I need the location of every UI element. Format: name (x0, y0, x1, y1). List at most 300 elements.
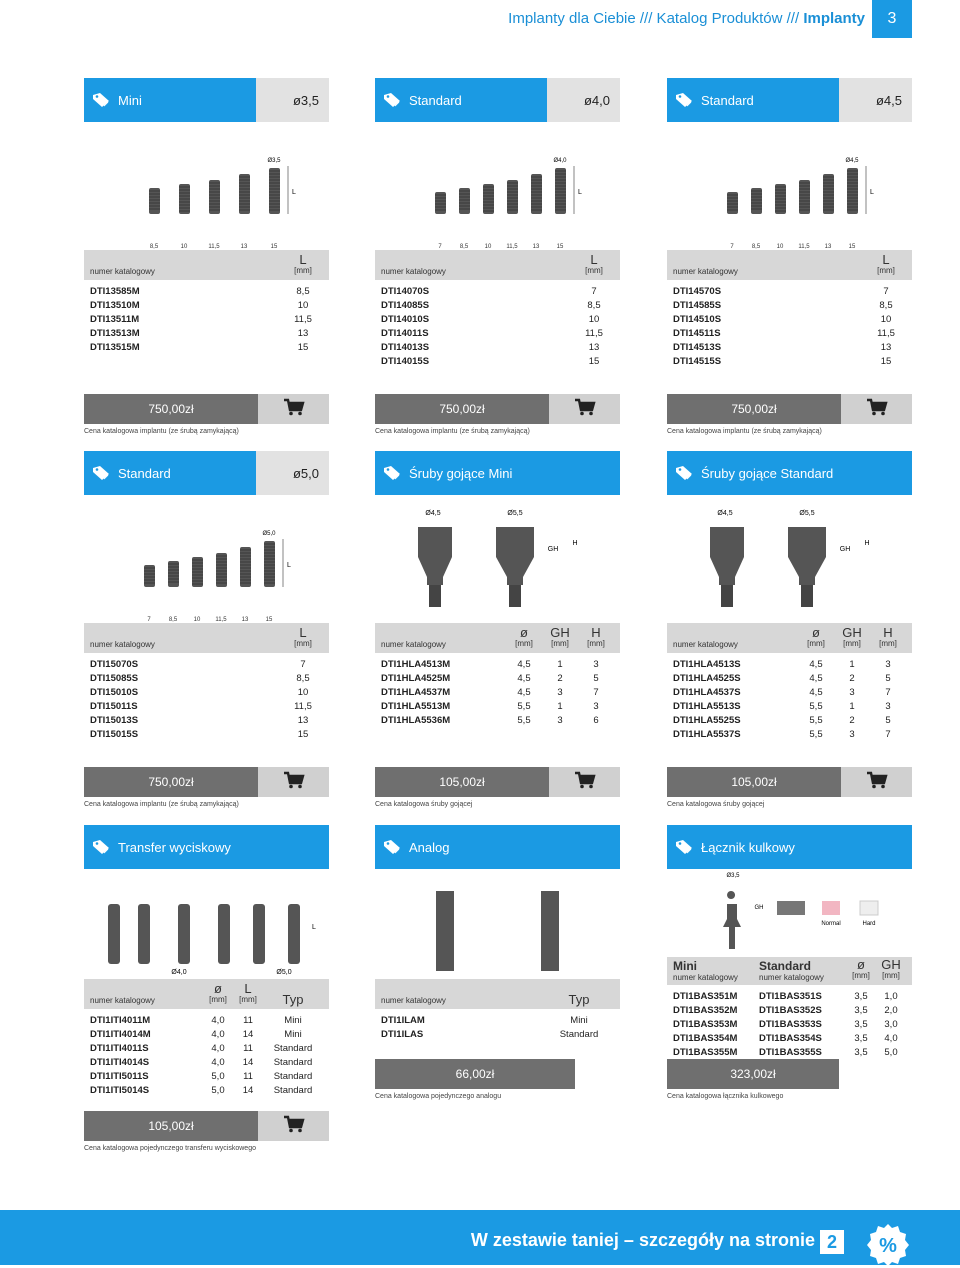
standard-header-label: Standard (759, 959, 812, 973)
p5-screw-drawing (375, 495, 620, 623)
table-row (667, 685, 912, 699)
type-value: Mini (570, 1014, 588, 1026)
type-header (544, 994, 614, 1005)
transfer-figure (288, 904, 300, 964)
cell-value: 5,5 (809, 728, 823, 740)
healing-screw-figure (788, 527, 826, 585)
table-row (84, 671, 329, 685)
table-row (84, 1055, 329, 1069)
cell-value: 5,0 (884, 1046, 898, 1058)
length-value: 10 (297, 299, 309, 311)
column-header (846, 959, 876, 981)
column-header-unit: [mm] (807, 639, 825, 648)
cart-icon (574, 398, 596, 421)
length-value: 10 (297, 686, 309, 698)
catalog-number: DTI1BAS354M (673, 1032, 738, 1044)
cart-icon (283, 398, 305, 421)
p3-table-header (667, 250, 912, 280)
cell-value: 2 (849, 672, 855, 684)
catalog-number: DTI1ITI4014M (90, 1028, 151, 1040)
p8-title-label: Analog (409, 839, 450, 855)
implant-figure (751, 188, 762, 214)
dimension-label: GH (547, 546, 559, 553)
table-row (667, 1045, 912, 1059)
p6-screw-drawing (667, 495, 912, 623)
p5-title-bar (375, 451, 620, 495)
p7-transfer-image (84, 869, 329, 979)
cell-value: 4,5 (809, 672, 823, 684)
cell-value: Mini (284, 1014, 302, 1026)
tag-icon (383, 92, 403, 108)
p8-panel (375, 825, 620, 1100)
column-header (876, 959, 906, 981)
breadcrumb (508, 10, 865, 27)
table-row (84, 727, 329, 741)
tag-icon (92, 92, 112, 108)
length-header (283, 254, 323, 276)
p5-panel (375, 451, 620, 808)
cell-value: 11 (243, 1014, 253, 1026)
length-value: 13 (588, 341, 600, 353)
p3-title-bar (667, 78, 912, 122)
p3-price: 750,00zł (667, 394, 841, 424)
table-row (375, 326, 620, 340)
catalog-number: DTI14070S (381, 285, 430, 297)
length-tick-label: 11,5 (798, 244, 810, 250)
p1-price-row (84, 394, 329, 424)
length-header (866, 254, 906, 276)
length-tick-label: 15 (270, 244, 278, 250)
p3-title-label: Standard (701, 92, 754, 108)
p2-table-header (375, 250, 620, 280)
column-header-label: H (591, 625, 601, 640)
length-dimension-label: L (292, 189, 296, 196)
table-row (667, 1017, 912, 1031)
catalog-number: DTI1ITI5011S (90, 1070, 149, 1082)
length-value: 8,5 (879, 299, 893, 311)
table-row (667, 312, 912, 326)
p3-title (667, 78, 839, 122)
diameter-label: Ø5,0 (262, 531, 276, 537)
column-header-unit: [mm] (551, 639, 569, 648)
p1-price-note: Cena katalogowa implantu (ze śrubą zamykającą) (84, 428, 239, 435)
table-row (667, 1003, 912, 1017)
cell-value: 2 (557, 672, 563, 684)
dimension-label: GH (754, 905, 764, 911)
p3-price-note: Cena katalogowa implantu (ze śrubą zamykającą) (667, 428, 822, 435)
p4-table-body (84, 653, 329, 753)
p9-price-row (667, 1059, 912, 1089)
table-row (84, 284, 329, 298)
table-row (84, 1041, 329, 1055)
implant-figure (459, 188, 470, 214)
cell-value: 5,5 (809, 714, 823, 726)
p4-implant-image (84, 495, 329, 623)
cell-value: 2 (849, 714, 855, 726)
cell-value: 4,0 (211, 1028, 225, 1040)
catalog-number-header: numer katalogowy (381, 267, 446, 276)
catalog-number: DTI14510S (673, 313, 722, 325)
footer-text (471, 1230, 815, 1251)
cell-value: 3 (593, 700, 599, 712)
column-header-unit: [mm] (239, 995, 257, 1004)
p9-panel (667, 825, 912, 1100)
table-row (84, 326, 329, 340)
cell-value: 3,5 (854, 1018, 868, 1030)
cart-icon (283, 1115, 305, 1138)
p4-panel (84, 451, 329, 808)
length-tick-label: 8,5 (459, 244, 469, 250)
cell-value: 5,5 (809, 700, 823, 712)
screw-thread (429, 585, 441, 607)
column-header (506, 627, 542, 649)
catalog-number: DTI14085S (381, 299, 430, 311)
cell-value: 3 (885, 658, 891, 670)
table-row (667, 699, 912, 713)
cell-value: 7 (885, 728, 891, 740)
length-value: 15 (880, 355, 892, 367)
column-header (578, 627, 614, 649)
catalog-number-header: numer katalogowy (759, 973, 824, 982)
cell-value: 3,5 (854, 990, 868, 1002)
catalog-number: DTI1HLA5513M (381, 700, 451, 712)
percent-seal-icon (865, 1222, 911, 1268)
length-tick-label: 13 (824, 244, 832, 250)
table-row (667, 727, 912, 741)
catalog-number-header: numer katalogowy (90, 996, 155, 1005)
catalog-number: DTI14013S (381, 341, 430, 353)
page-number: 3 (872, 0, 912, 38)
column-header (233, 983, 263, 1005)
cell-value: 3 (593, 658, 599, 670)
table-row (84, 713, 329, 727)
implant-figure (209, 180, 220, 214)
mini-header-label: Mini (673, 959, 697, 973)
p5-price-note: Cena katalogowa śruby gojącej (375, 801, 473, 808)
tag-icon (92, 465, 112, 481)
tag-icon (383, 465, 403, 481)
p4-title (84, 451, 256, 495)
p1-table-body (84, 280, 329, 380)
table-row (667, 671, 912, 685)
p4-table-header (84, 623, 329, 653)
tag-icon (383, 839, 403, 855)
length-value: 7 (591, 285, 597, 297)
cell-value: 14 (242, 1084, 254, 1096)
length-tick-label: 8,5 (168, 617, 178, 623)
length-tick-label: 10 (776, 244, 784, 250)
table-row (84, 340, 329, 354)
column-header-label: H (883, 625, 893, 640)
cell-value: 5,5 (517, 700, 531, 712)
transfer-figure (253, 904, 265, 964)
p1-add-to-cart-button[interactable] (258, 394, 329, 424)
table-row (667, 989, 912, 1003)
cell-value: 11 (243, 1070, 253, 1082)
p3-implant-drawing (667, 122, 912, 250)
tag-icon (675, 839, 695, 855)
cell-value: 2,0 (884, 1004, 898, 1016)
table-row (667, 284, 912, 298)
tag-icon (675, 465, 695, 481)
cell-value: Mini (284, 1028, 302, 1040)
length-value: 10 (880, 313, 892, 325)
cell-value: 1 (849, 658, 855, 670)
type-header-label: Typ (568, 992, 590, 1007)
dimension-label: GH (839, 546, 851, 553)
p1-implant-image (84, 122, 329, 250)
cell-value: 11 (243, 1042, 253, 1054)
healing-screw-figure (418, 527, 452, 585)
catalog-number: DTI1HLA4513S (673, 658, 741, 670)
cell-value: 5 (593, 672, 599, 684)
catalog-number: DTI1BAS353S (759, 1018, 822, 1030)
p9-price-note: Cena katalogowa łącznika kulkowego (667, 1093, 784, 1100)
column-header (798, 627, 834, 649)
p4-implant-drawing (84, 495, 329, 623)
p9-price: 323,00zł (667, 1059, 839, 1089)
cell-value: 3 (849, 728, 855, 740)
p2-implant-image (375, 122, 620, 250)
page-header (0, 0, 960, 40)
p6-panel (667, 451, 912, 808)
catalog-number: DTI13585M (90, 285, 140, 297)
cart-icon (866, 398, 888, 421)
cell-value: 5,0 (211, 1084, 225, 1096)
length-tick-label: 11,5 (208, 244, 220, 250)
cell-value: 3,0 (884, 1018, 898, 1030)
dimension-label: L (312, 924, 316, 931)
dimension-label: Hard (862, 921, 876, 927)
p3-panel (667, 78, 912, 435)
cell-value: 3,5 (854, 1004, 868, 1016)
cell-value: 4,0 (211, 1042, 225, 1054)
length-header (574, 254, 614, 276)
p1-price: 750,00zł (84, 394, 258, 424)
column-header-label: ø (520, 625, 528, 640)
length-tick-label: 15 (556, 244, 564, 250)
catalog-number: DTI1HLA4537M (381, 686, 451, 698)
p1-table-header (84, 250, 329, 280)
analog-drawing (375, 869, 620, 979)
cell-value: 3,5 (854, 1032, 868, 1044)
transfer-drawing (84, 869, 329, 979)
p5-title (375, 451, 620, 495)
p6-price-row (667, 767, 912, 797)
p2-table-body (375, 280, 620, 380)
analog-figure (541, 891, 559, 971)
table-row (84, 657, 329, 671)
p6-screw-image (667, 495, 912, 623)
length-header-unit: [mm] (294, 266, 312, 275)
p7-title (84, 825, 329, 869)
p2-title-bar (375, 78, 620, 122)
length-value: 13 (880, 341, 892, 353)
cell-value: 1 (849, 700, 855, 712)
dimension-label: Ø4,0 (171, 969, 187, 976)
dimension-label: H (864, 540, 870, 547)
breadcrumb-current: Implanty (803, 10, 865, 27)
p8-price-note: Cena katalogowa pojedynczego analogu (375, 1093, 502, 1100)
p3-table-body (667, 280, 912, 380)
table-row (375, 354, 620, 368)
catalog-number: DTI14011S (381, 327, 429, 339)
catalog-number: DTI1BAS351S (759, 990, 822, 1002)
tag-icon (675, 92, 695, 108)
transfer-figure (138, 904, 150, 964)
screw-thread (721, 585, 733, 607)
dimension-label: Ø4,5 (425, 510, 441, 517)
table-row (84, 699, 329, 713)
p7-title-bar (84, 825, 329, 869)
cart-icon (283, 771, 305, 794)
transfer-figure (108, 904, 120, 964)
p7-table-body (84, 1009, 329, 1109)
length-value: 15 (297, 341, 309, 353)
length-tick-label: 15 (265, 617, 273, 623)
table-row (375, 1013, 620, 1027)
catalog-number: DTI1BAS355S (759, 1046, 822, 1058)
table-row (375, 685, 620, 699)
p1-title-label: Mini (118, 92, 142, 108)
cell-value: 7 (885, 686, 891, 698)
p8-title (375, 825, 620, 869)
length-value: 11,5 (294, 313, 312, 325)
column-header-unit: [mm] (852, 971, 870, 980)
cell-value: 4,0 (211, 1056, 225, 1068)
catalog-number: DTI1BAS351M (673, 990, 738, 1002)
catalog-number: DTI15010S (90, 686, 139, 698)
p7-price-row (84, 1111, 329, 1141)
cell-value: 4,0 (211, 1014, 225, 1026)
type-value: Standard (559, 1028, 599, 1040)
ball-attachment-drawing (667, 869, 912, 957)
catalog-number: DTI14511S (673, 327, 721, 339)
column-header-label: GH (842, 625, 862, 640)
p2-price-note: Cena katalogowa implantu (ze śrubą zamykającą) (375, 428, 530, 435)
catalog-number-header: numer katalogowy (381, 640, 446, 649)
cart-icon (866, 771, 888, 794)
transfer-figure (218, 904, 230, 964)
screw-thread (801, 585, 813, 607)
catalog-number: DTI14010S (381, 313, 430, 325)
screw-thread (509, 585, 521, 607)
catalog-number: DTI1BAS352S (759, 1004, 822, 1016)
table-row (667, 298, 912, 312)
ball-attachment-figure (723, 891, 741, 949)
p8-price-row (375, 1059, 620, 1089)
healing-screw-figure (496, 527, 534, 585)
length-value: 11,5 (585, 327, 603, 339)
catalog-number: DTI1HLA5525S (673, 714, 741, 726)
p8-analog-image (375, 869, 620, 979)
p6-add-to-cart-button[interactable] (841, 767, 912, 797)
p4-title-bar (84, 451, 329, 495)
catalog-number-header: numer katalogowy (90, 267, 155, 276)
length-tick-label: 7 (147, 617, 151, 623)
p7-add-to-cart-button[interactable] (258, 1111, 329, 1141)
catalog-number-header: numer katalogowy (673, 973, 738, 982)
p6-title (667, 451, 912, 495)
catalog-number: DTI13515M (90, 341, 140, 353)
p6-title-bar (667, 451, 912, 495)
table-row (375, 657, 620, 671)
p3-add-to-cart-button[interactable] (841, 394, 912, 424)
catalog-number: DTI1ITI4014S (90, 1056, 150, 1068)
catalog-number: DTI14585S (673, 299, 722, 311)
catalog-number: DTI1BAS354S (759, 1032, 822, 1044)
p2-diameter: ø4,0 (547, 78, 620, 122)
p2-title-label: Standard (409, 92, 462, 108)
catalog-number: DTI13513M (90, 327, 140, 339)
cell-value: Standard (273, 1084, 313, 1096)
catalog-number: DTI15070S (90, 658, 139, 670)
table-row (667, 1031, 912, 1045)
p1-panel (84, 78, 329, 435)
column-header (834, 627, 870, 649)
p4-add-to-cart-button[interactable] (258, 767, 329, 797)
catalog-number: DTI1ITI5014S (90, 1084, 150, 1096)
table-row (84, 1083, 329, 1097)
length-header-unit: [mm] (294, 639, 312, 648)
hard-insert-figure (860, 901, 878, 915)
table-row (84, 1069, 329, 1083)
cell-value: 5 (885, 714, 891, 726)
column-header-label: GH (881, 957, 901, 972)
p2-title (375, 78, 547, 122)
catalog-number: DTI1ITI4011M (90, 1014, 151, 1026)
p6-title-label: Śruby gojące Standard (701, 465, 834, 481)
catalog-number: DTI15013S (90, 714, 139, 726)
p9-table-header (667, 957, 912, 985)
length-value: 8,5 (587, 299, 601, 311)
p6-table-header (667, 623, 912, 653)
footer-page-ref[interactable]: 2 (820, 1230, 844, 1254)
cell-value: 3,5 (854, 1046, 868, 1058)
p3-diameter: ø4,5 (839, 78, 912, 122)
catalog-number: DTI15085S (90, 672, 139, 684)
p2-add-to-cart-button[interactable] (549, 394, 620, 424)
p5-screw-image (375, 495, 620, 623)
cell-value: 1 (557, 700, 563, 712)
p2-implant-drawing (375, 122, 620, 250)
table-row (375, 340, 620, 354)
cell-value: 4,5 (809, 658, 823, 670)
cell-value: 3 (849, 686, 855, 698)
column-header (870, 627, 906, 649)
cell-value: 4,5 (517, 658, 531, 670)
cell-value: Standard (273, 1042, 313, 1054)
column-header (203, 983, 233, 1005)
catalog-number: DTI1BAS352M (673, 1004, 738, 1016)
p5-add-to-cart-button[interactable] (549, 767, 620, 797)
p4-price-note: Cena katalogowa implantu (ze śrubą zamykającą) (84, 801, 239, 808)
p5-price-row (375, 767, 620, 797)
p9-table-body (667, 985, 912, 1059)
catalog-number: DTI1HLA5537S (673, 728, 741, 740)
cell-value: 1,0 (884, 990, 898, 1002)
catalog-number: DTI14513S (673, 341, 722, 353)
catalog-number: DTI1HLA4537S (673, 686, 741, 698)
catalog-number: DTI1BAS355M (673, 1046, 738, 1058)
p8-title-bar (375, 825, 620, 869)
cell-value: Standard (273, 1056, 313, 1068)
diameter-label: Ø4,5 (845, 158, 859, 164)
standard-header (759, 959, 846, 981)
table-row (84, 298, 329, 312)
column-header-label: ø (857, 957, 865, 972)
table-row (667, 713, 912, 727)
